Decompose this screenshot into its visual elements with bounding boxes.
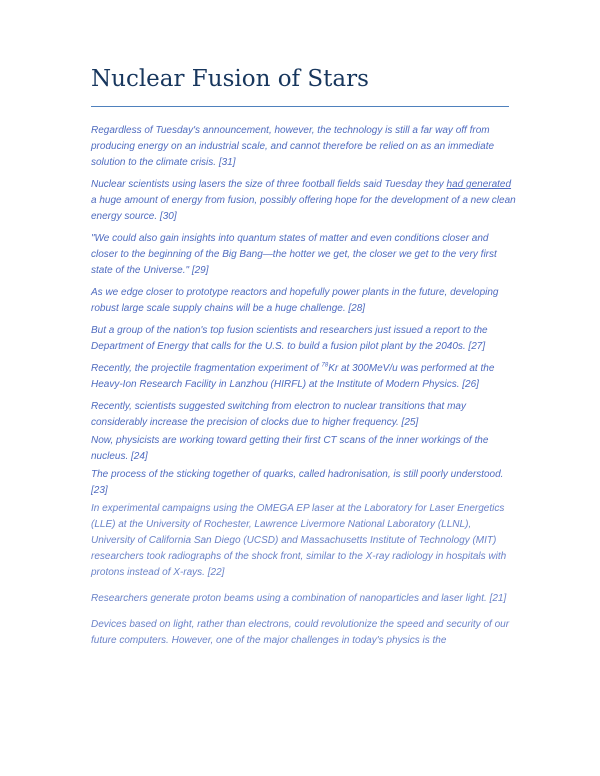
paragraph-7: Recently, scientists suggested switching from electron to nuclear transitions that may considerably increase the precision of clocks due to higher frequency. [25] <box>91 401 466 428</box>
title-divider <box>91 106 509 107</box>
paragraph-10: In experimental campaigns using the OMEGA EP laser at the Laboratory for Laser Energetics (LLE) at the University of Rochester, Lawrence Livermore National Laboratory (LLNL), University of California San Diego (UCSD) and Massachusetts Institute of Technology (MIT) researchers took radiographs of the shock front, similar to the X-ray radiology in hospitals with protons instead of X-rays. [22] <box>91 503 507 578</box>
page-title: Nuclear Fusion of Stars <box>91 66 369 92</box>
paragraph-5: But a group of the nation's top fusion scientists and researchers just issued a report to the Department of Energy that calls for the U.S. to build a fusion pilot plant by the 2040s. [27] <box>91 325 488 352</box>
paragraph-2-text-before: Nuclear scientists using lasers the size of three football fields said Tuesday they <box>91 179 447 190</box>
paragraph-3: "We could also gain insights into quantum states of matter and even conditions closer and closer to the beginning of the Big Bang—the hotter we get, the closer we get to the very first state of the Universe." [29] <box>91 233 497 276</box>
isotope-superscript: 78 <box>321 362 329 369</box>
paragraph-9: The process of the sticking together of quarks, called hadronisation, is still poorly understood. [23] <box>91 469 504 496</box>
paragraph-6-text-after: Kr at 300MeV/u was performed at the Heavy-Ion Research Facility in Lanzhou (HIRFL) at the Institute of Modern Physics. [26] <box>91 363 495 390</box>
paragraph-2-text-after: a huge amount of energy from fusion, possibly offering hope for the development of a new clean energy source. [30] <box>91 195 516 222</box>
paragraph-1: Regardless of Tuesday's announcement, however, the technology is still a far way off from producing energy on an industrial scale, and cannot therefore be relied on as an immediate solution to the climate crisis. [31] <box>91 125 495 168</box>
paragraph-11: Researchers generate proton beams using a combination of nanoparticles and laser light. [21] <box>91 593 507 604</box>
article-body <box>91 123 516 659</box>
underlined-link-text: had generated <box>446 179 512 190</box>
paragraph-6-text-before: Recently, the projectile fragmentation experiment of <box>91 363 322 374</box>
paragraph-8: Now, physicists are working toward getting their first CT scans of the inner workings of the nucleus. [24] <box>91 435 489 462</box>
paragraph-12: Devices based on light, rather than electrons, could revolutionize the speed and security of our future computers. However, one of the major challenges in today's physics is the <box>91 619 510 646</box>
paragraph-6 <box>91 361 516 393</box>
paragraph-2 <box>91 177 516 225</box>
paragraph-4: As we edge closer to prototype reactors and hopefully power plants in the future, developing robust large scale supply chains will be a huge challenge. [28] <box>91 287 499 314</box>
